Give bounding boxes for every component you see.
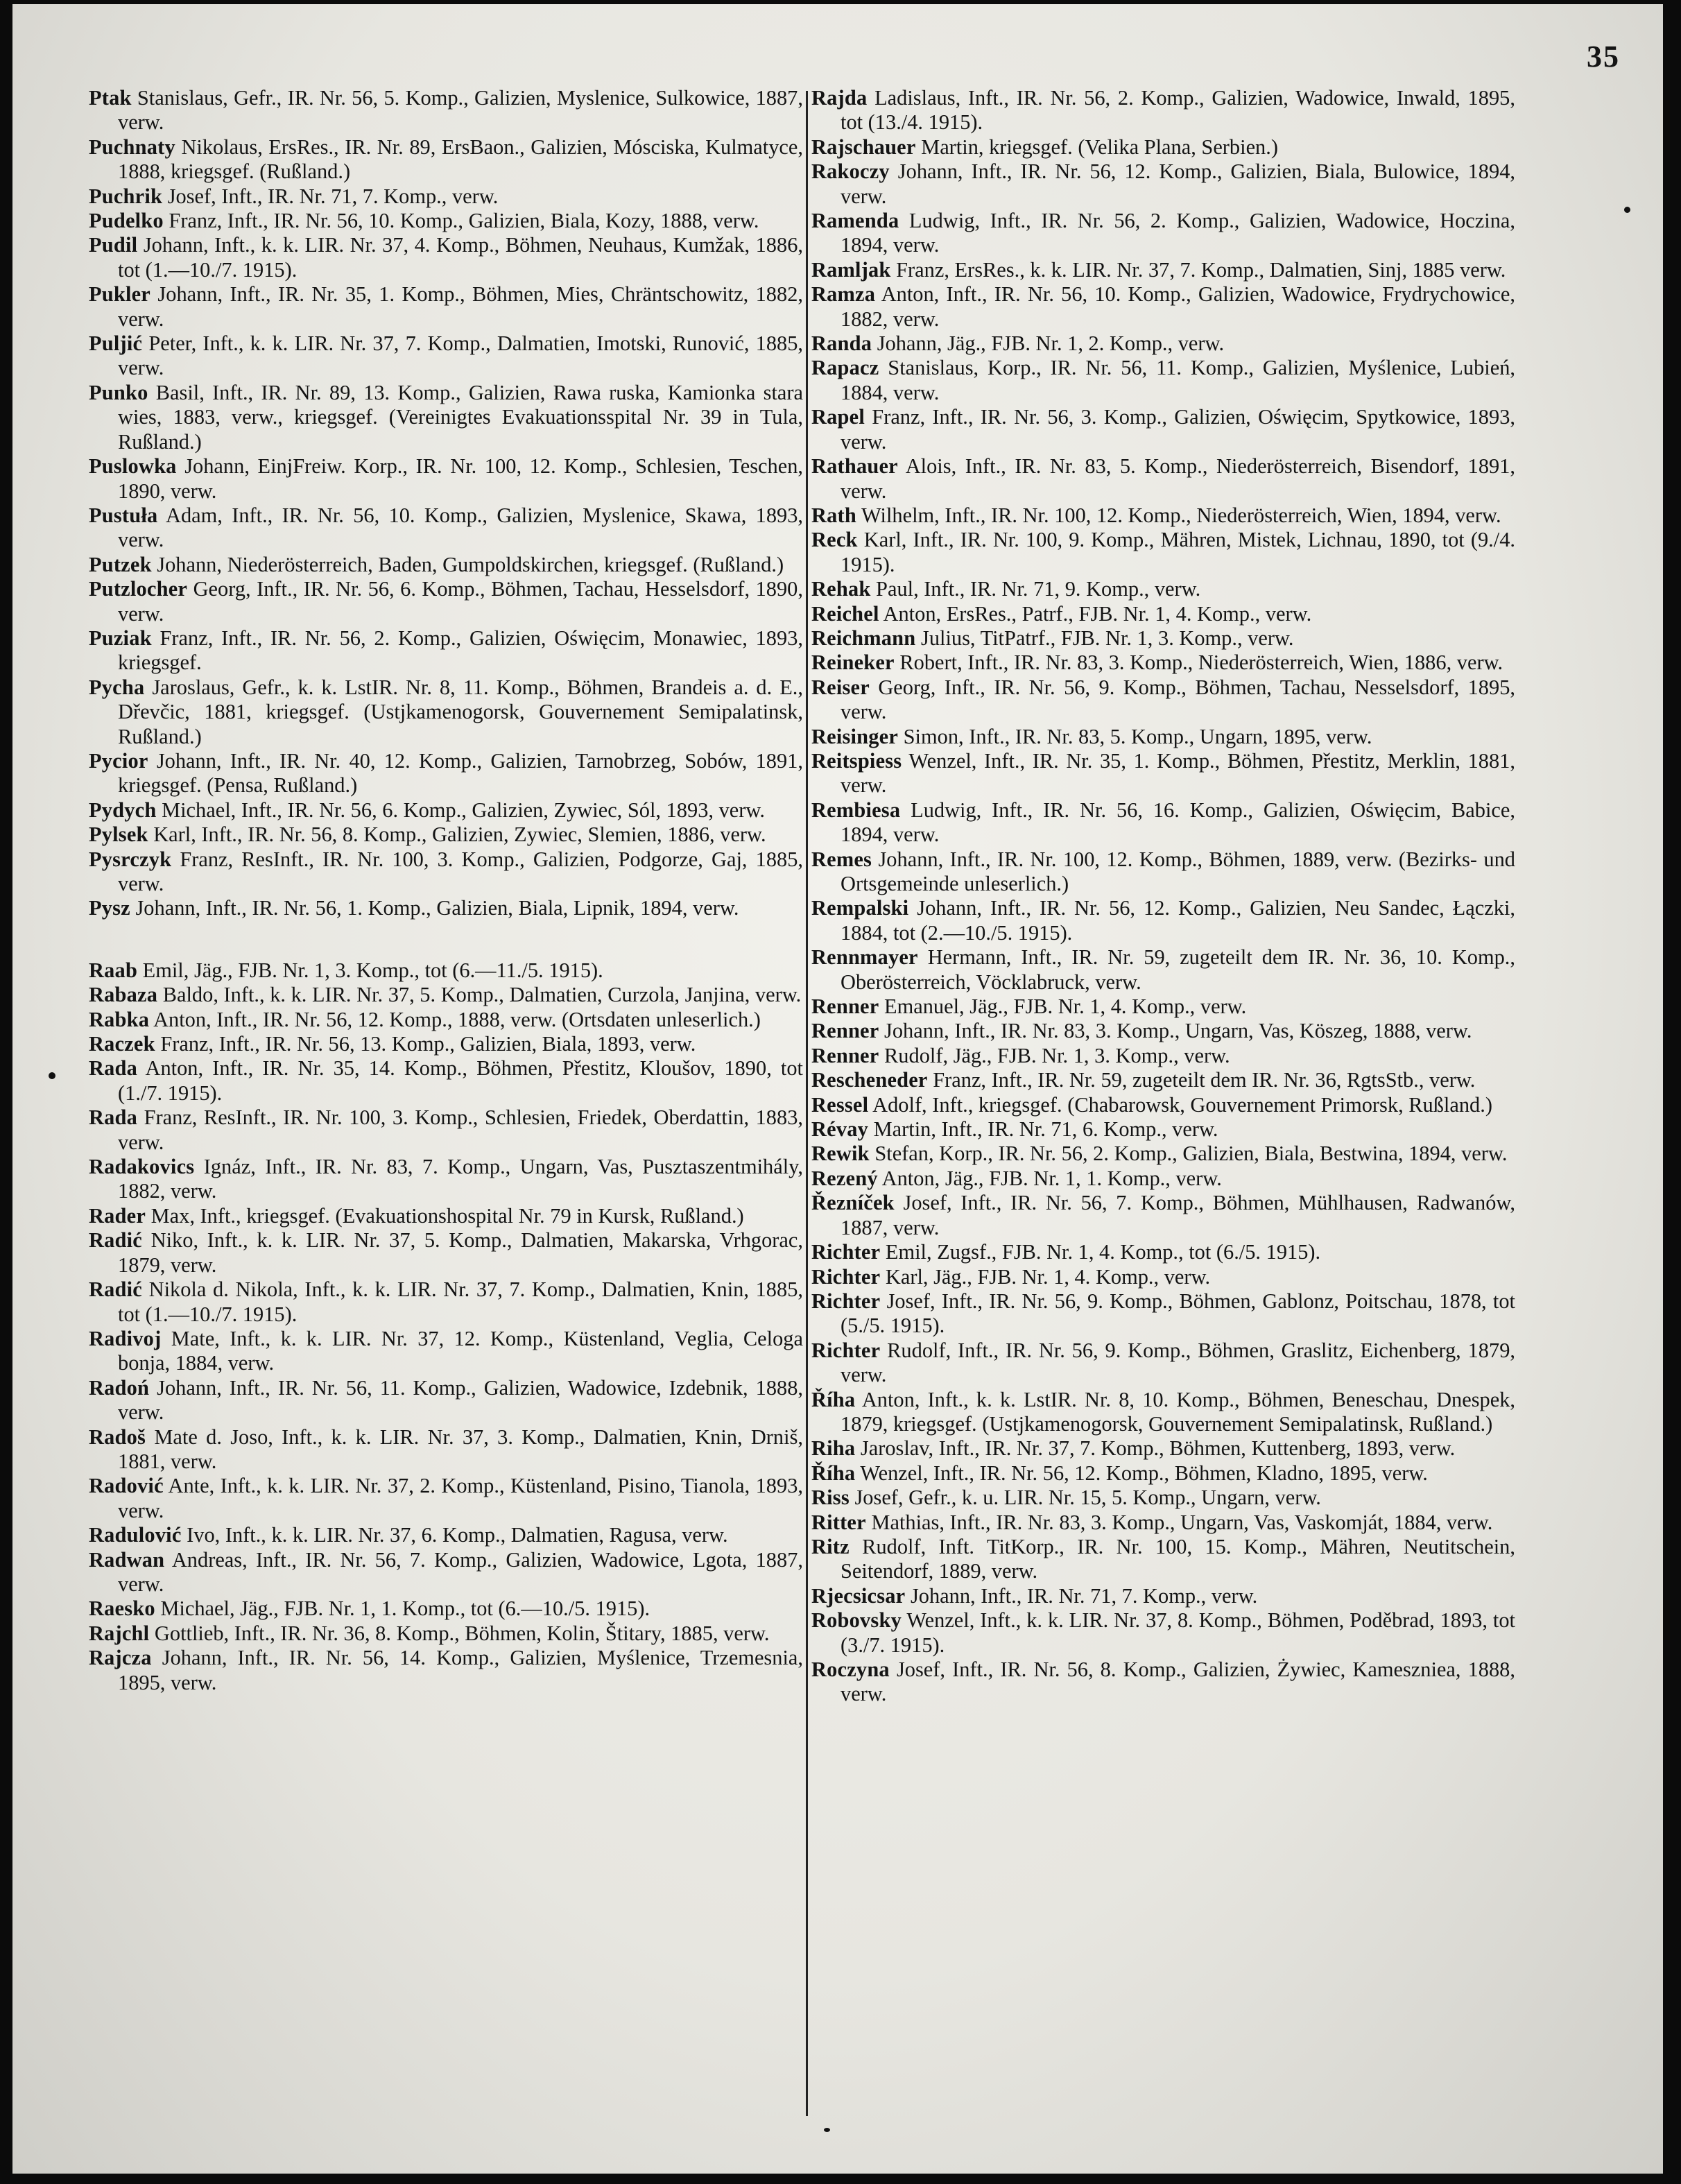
entry-details: Johann, Inft., IR. Nr. 56, 1. Komp., Galizien, Biala, Lipnik, 1894, verw.	[135, 896, 739, 920]
entry	[811, 1289, 1515, 1339]
entry-surname: Rajda	[811, 86, 868, 110]
entry	[811, 332, 1515, 356]
entry	[89, 896, 803, 920]
entry	[89, 381, 803, 454]
entry-surname: Révay	[811, 1117, 869, 1142]
entry-details: Johann, Inft., k. k. LIR. Nr. 37, 4. Komp., Böhmen, Neuhaus, Kumžak, 1886, tot (1.—10./7. 1915).	[118, 233, 803, 282]
entry-surname: Riss	[811, 1486, 850, 1510]
entry-surname: Rada	[89, 1056, 138, 1081]
entry	[811, 1461, 1515, 1486]
entry-surname: Rajcza	[89, 1646, 152, 1670]
entry	[811, 1093, 1515, 1117]
entry-surname: Pycior	[89, 748, 148, 773]
entry-surname: Raczek	[89, 1032, 155, 1056]
entry	[811, 749, 1515, 798]
entry-details: Alois, Inft., IR. Nr. 83, 5. Komp., Niederösterreich, Bisendorf, 1891, verw.	[840, 454, 1516, 503]
entry	[811, 577, 1515, 601]
entry	[811, 1436, 1515, 1461]
entry-details: Ante, Inft., k. k. LIR. Nr. 37, 2. Komp., Küstenland, Pisino, Tianola, 1893, verw.	[118, 1474, 803, 1522]
entry-details: Anton, Inft., k. k. LstIR. Nr. 8, 10. Komp., Böhmen, Beneschau, Dnespek, 1879, kriegsgef. (Ustjkamenogorsk, Gouvernement Semipalatinsk, Rußland.)	[840, 1387, 1516, 1436]
entry-details: Georg, Inft., IR. Nr. 56, 6. Komp., Böhmen, Tachau, Hesselsdorf, 1890, verw.	[118, 577, 803, 626]
entry-details: Josef, Inft., IR. Nr. 56, 9. Komp., Böhmen, Gablonz, Poitschau, 1878, tot (5./5. 1915).	[840, 1289, 1515, 1338]
right-column	[811, 86, 1515, 1707]
entry	[811, 1191, 1515, 1240]
entry-details: Ladislaus, Inft., IR. Nr. 56, 2. Komp., Galizien, Wadowice, Inwald, 1895, tot (13./4. 1915).	[840, 86, 1515, 135]
entry	[89, 1278, 803, 1327]
entry-details: Julius, TitPatrf., FJB. Nr. 1, 3. Komp., verw.	[921, 626, 1294, 650]
entry	[89, 1155, 803, 1204]
entry-surname: Ramza	[811, 282, 876, 307]
entry	[89, 958, 803, 983]
entry	[89, 1425, 803, 1474]
entry	[89, 983, 803, 1007]
entry-details: Emanuel, Jäg., FJB. Nr. 1, 4. Komp., verw.	[884, 995, 1247, 1019]
entry-details: Rudolf, Inft., IR. Nr. 56, 9. Komp., Böhmen, Graslitz, Eichenberg, 1879, verw.	[840, 1338, 1515, 1387]
entry	[811, 504, 1515, 528]
entry-surname: Pudil	[89, 233, 138, 257]
entry-details: Michael, Jäg., FJB. Nr. 1, 1. Komp., tot (6.—10./5. 1915).	[160, 1597, 650, 1621]
entry-surname: Reichmann	[811, 626, 916, 650]
entry	[89, 1008, 803, 1032]
entry-surname: Ptak	[89, 86, 132, 110]
entry-surname: Reisinger	[811, 724, 899, 748]
entry-surname: Rehak	[811, 577, 871, 601]
entry	[89, 848, 803, 897]
entry-details: Wenzel, Inft., IR. Nr. 35, 1. Komp., Böhmen, Přestitz, Merklin, 1881, verw.	[840, 748, 1515, 798]
left-column	[89, 86, 803, 1695]
entry-surname: Pysz	[89, 896, 130, 920]
entry	[811, 1044, 1515, 1068]
entry	[89, 553, 803, 577]
entry-details: Anton, Inft., IR. Nr. 56, 12. Komp., 1888, verw. (Ortsdaten unleserlich.)	[153, 1007, 761, 1031]
entry-surname: Ritter	[811, 1510, 866, 1534]
entry-details: Ignáz, Inft., IR. Nr. 83, 7. Komp., Ungarn, Vas, Pusztaszentmihály, 1882, verw.	[118, 1155, 803, 1203]
entry-details: Paul, Inft., IR. Nr. 71, 9. Komp., verw.	[876, 577, 1201, 601]
entry-surname: Puslowka	[89, 454, 177, 479]
entry-surname: Puchnaty	[89, 135, 175, 159]
entry	[811, 1019, 1515, 1043]
entry-surname: Radoš	[89, 1425, 146, 1449]
entry-surname: Radulović	[89, 1523, 182, 1547]
entry-details: Johann, Niederösterreich, Baden, Gumpoldskirchen, kriegsgef. (Rußland.)	[157, 552, 784, 576]
entry-details: Emil, Jäg., FJB. Nr. 1, 3. Komp., tot (6.—11./5. 1915).	[142, 958, 603, 982]
entry	[89, 798, 803, 823]
entry-details: Martin, kriegsgef. (Velika Plana, Serbien.)	[921, 135, 1278, 159]
entry	[811, 1486, 1515, 1510]
entry-details: Franz, ResInft., IR. Nr. 100, 3. Komp., Galizien, Podgorze, Gaj, 1885, verw.	[118, 847, 803, 895]
entry-surname: Reiser	[811, 675, 870, 699]
entry	[811, 896, 1515, 945]
entry-surname: Pycha	[89, 675, 145, 699]
entry-details: Ludwig, Inft., IR. Nr. 56, 16. Komp., Galizien, Oświęcim, Babice, 1894, verw.	[840, 798, 1515, 847]
entry-surname: Říha	[811, 1387, 856, 1411]
entry-details: Wilhelm, Inft., IR. Nr. 100, 12. Komp., Niederösterreich, Wien, 1894, verw.	[861, 503, 1501, 527]
entry	[89, 749, 803, 798]
entry-details: Josef, Inft., IR. Nr. 56, 7. Komp., Böhmen, Mühlhausen, Radwanów, 1887, verw.	[840, 1191, 1515, 1239]
entry	[89, 577, 803, 626]
entry-details: Stefan, Korp., IR. Nr. 56, 2. Komp., Galizien, Biala, Bestwina, 1894, verw.	[874, 1142, 1508, 1166]
entry-details: Mathias, Inft., IR. Nr. 83, 3. Komp., Ungarn, Vas, Vaskomját, 1884, verw.	[871, 1510, 1493, 1534]
entry-details: Johann, Inft., IR. Nr. 71, 7. Komp., verw.	[910, 1583, 1258, 1608]
entry	[811, 1142, 1515, 1166]
entry-surname: Richter	[811, 1338, 881, 1362]
entry-details: Georg, Inft., IR. Nr. 56, 9. Komp., Böhmen, Tachau, Nesselsdorf, 1895, verw.	[840, 675, 1515, 724]
entry-details: Michael, Inft., IR. Nr. 56, 6. Komp., Galizien, Zywiec, Sól, 1893, verw.	[162, 798, 765, 822]
entry	[89, 1106, 803, 1155]
entry	[89, 1204, 803, 1228]
entry-details: Rudolf, Jäg., FJB. Nr. 1, 3. Komp., verw.	[884, 1043, 1230, 1067]
entry-surname: Robovsky	[811, 1608, 902, 1633]
entry	[811, 1608, 1515, 1658]
entry-surname: Richter	[811, 1289, 881, 1313]
entry-surname: Pudelko	[89, 209, 164, 233]
entry-surname: Ramenda	[811, 209, 899, 233]
entry-details: Hermann, Inft., IR. Nr. 59, zugeteilt dem IR. Nr. 36, 10. Komp., Oberösterreich, Vöcklabruck, verw.	[840, 945, 1515, 994]
entry-surname: Radwan	[89, 1547, 165, 1572]
entry	[811, 1167, 1515, 1191]
entry-surname: Rabka	[89, 1007, 150, 1031]
entry-details: Karl, Inft., IR. Nr. 56, 8. Komp., Galizien, Zywiec, Slemien, 1886, verw.	[153, 823, 766, 847]
entry	[89, 1474, 803, 1523]
entry-details: Wenzel, Inft., k. k. LIR. Nr. 37, 8. Komp., Böhmen, Poděbrad, 1893, tot (3./7. 1915).	[840, 1608, 1515, 1657]
entry-details: Franz, ErsRes., k. k. LIR. Nr. 37, 7. Komp., Dalmatien, Sinj, 1885 verw.	[896, 257, 1506, 282]
entry	[89, 504, 803, 553]
entry-details: Franz, ResInft., IR. Nr. 100, 3. Komp., Schlesien, Friedek, Oberdattin, 1883, verw.	[118, 1106, 803, 1154]
entry-details: Ludwig, Inft., IR. Nr. 56, 2. Komp., Galizien, Wadowice, Hoczina, 1894, verw.	[840, 209, 1515, 257]
entry-surname: Pukler	[89, 282, 150, 307]
entry	[89, 1228, 803, 1278]
entry	[89, 626, 803, 676]
entry-details: Ivo, Inft., k. k. LIR. Nr. 37, 6. Komp., Dalmatien, Ragusa, verw.	[187, 1523, 728, 1547]
entry	[811, 282, 1515, 332]
entry-details: Simon, Inft., IR. Nr. 83, 5. Komp., Ungarn, 1895, verw.	[903, 724, 1372, 748]
entry	[89, 1548, 803, 1597]
entry	[811, 651, 1515, 675]
entry-surname: Renner	[811, 1019, 879, 1043]
entry-surname: Reichel	[811, 601, 879, 626]
entry	[89, 1376, 803, 1425]
entry-details: Johann, Inft., IR. Nr. 56, 11. Komp., Galizien, Wadowice, Izdebnik, 1888, verw.	[118, 1375, 804, 1425]
entry	[811, 405, 1515, 454]
entry-details: Basil, Inft., IR. Nr. 89, 13. Komp., Galizien, Rawa ruska, Kamionka stara wies, 1883, verw., kriegsgef. (Vereinigtes Evakuationsspital Nr. 39 in Tula, Rußland.)	[118, 380, 803, 454]
entry	[89, 1646, 803, 1695]
entry-details: Peter, Inft., k. k. LIR. Nr. 37, 7. Komp., Dalmatien, Imotski, Runović, 1885, verw.	[118, 332, 804, 380]
entry-surname: Ritz	[811, 1534, 850, 1558]
ink-spot	[1624, 207, 1630, 213]
entry-details: Anton, ErsRes., Patrf., FJB. Nr. 1, 4. Komp., verw.	[883, 601, 1312, 626]
entry-details: Emil, Zugsf., FJB. Nr. 1, 4. Komp., tot (6./5. 1915).	[885, 1240, 1321, 1264]
entry	[89, 332, 803, 381]
entry-surname: Řezníček	[811, 1191, 895, 1215]
entry-surname: Pysrczyk	[89, 847, 172, 871]
ink-spot	[824, 2128, 830, 2132]
entry	[89, 454, 803, 504]
entry	[811, 945, 1515, 995]
entry-surname: Rapacz	[811, 356, 879, 380]
entry-surname: Ressel	[811, 1092, 869, 1117]
entry	[811, 725, 1515, 749]
entry-details: Karl, Inft., IR. Nr. 100, 9. Komp., Mähren, Mistek, Lichnau, 1890, tot (9./4. 1915).	[840, 528, 1516, 576]
entry-surname: Říha	[811, 1461, 856, 1485]
entry-details: Johann, Inft., IR. Nr. 35, 1. Komp., Böhmen, Mies, Chräntschowitz, 1882, verw.	[118, 282, 803, 331]
entry-details: Adam, Inft., IR. Nr. 56, 10. Komp., Galizien, Myslenice, Skawa, 1893, verw.	[118, 503, 804, 552]
entry-details: Baldo, Inft., k. k. LIR. Nr. 37, 5. Komp., Dalmatien, Curzola, Janjina, verw.	[162, 983, 802, 1007]
entry-surname: Ramljak	[811, 257, 891, 282]
entry-details: Johann, Jäg., FJB. Nr. 1, 2. Komp., verw.	[877, 332, 1225, 356]
entry-details: Franz, Inft., IR. Nr. 56, 10. Komp., Galizien, Biala, Kozy, 1888, verw.	[169, 209, 759, 233]
entry	[89, 1597, 803, 1621]
entry-details: Anton, Jäg., FJB. Nr. 1, 1. Komp., verw.	[881, 1166, 1222, 1190]
entry	[89, 676, 803, 749]
entry	[89, 233, 803, 282]
entry-details: Johann, Inft., IR. Nr. 56, 12. Komp., Galizien, Biala, Bulowice, 1894, verw.	[840, 160, 1515, 208]
entry	[811, 1068, 1515, 1092]
entry	[89, 1622, 803, 1646]
entry	[811, 995, 1515, 1019]
entry-surname: Rader	[89, 1203, 146, 1228]
entry-surname: Radivoj	[89, 1326, 162, 1350]
entry-details: Gottlieb, Inft., IR. Nr. 36, 8. Komp., Böhmen, Kolin, Štitary, 1885, verw.	[154, 1621, 770, 1645]
entry-details: Nikolaus, ErsRes., IR. Nr. 89, ErsBaon., Galizien, Mósciska, Kulmatyce, 1888, kriegsgef. (Rußland.)	[118, 135, 803, 184]
entry-surname: Rezený	[811, 1166, 878, 1190]
entry-surname: Rada	[89, 1106, 138, 1130]
entry-details: Adolf, Inft., kriegsgef. (Chabarowsk, Gouvernement Primorsk, Rußland.)	[872, 1092, 1492, 1117]
entry-details: Johann, Inft., IR. Nr. 83, 3. Komp., Ungarn, Vas, Köszeg, 1888, verw.	[884, 1019, 1472, 1043]
entry	[811, 1535, 1515, 1584]
entry-surname: Pustuła	[89, 503, 158, 527]
entry-details: Andreas, Inft., IR. Nr. 56, 7. Komp., Galizien, Wadowice, Lgota, 1887, verw.	[118, 1547, 803, 1596]
entry-details: Franz, Inft., IR. Nr. 56, 3. Komp., Galizien, Oświęcim, Spytkowice, 1893, verw.	[840, 405, 1515, 454]
entry	[811, 1658, 1515, 1707]
entry-details: Robert, Inft., IR. Nr. 83, 3. Komp., Niederösterreich, Wien, 1886, verw.	[899, 651, 1503, 675]
entry	[811, 626, 1515, 651]
entry-surname: Rewik	[811, 1142, 870, 1166]
entry	[811, 160, 1515, 209]
entry-surname: Radić	[89, 1278, 142, 1302]
entry	[811, 258, 1515, 282]
entry-details: Johann, Inft., IR. Nr. 100, 12. Komp., Böhmen, 1889, verw. (Bezirks- und Ortsgemeinde unleserlich.)	[840, 847, 1515, 895]
entry-details: Johann, Inft., IR. Nr. 40, 12. Komp., Galizien, Tarnobrzeg, Sobów, 1891, kriegsgef. (Pensa, Rußland.)	[118, 748, 803, 798]
ink-spot	[49, 1072, 55, 1079]
entry-surname: Punko	[89, 380, 148, 404]
entry-details: Rudolf, Inft. TitKorp., IR. Nr. 100, 15. Komp., Mähren, Neutitschein, Seitendorf, 1889, verw.	[840, 1534, 1515, 1583]
entry-details: Franz, Inft., IR. Nr. 56, 2. Komp., Galizien, Oświęcim, Monawiec, 1893, kriegsgef.	[118, 626, 803, 675]
entry	[811, 356, 1515, 405]
entry-surname: Richter	[811, 1264, 881, 1289]
entry-surname: Renner	[811, 995, 879, 1019]
entry	[89, 184, 803, 209]
entry	[811, 602, 1515, 626]
entry	[811, 86, 1515, 135]
page-number: 35	[1587, 40, 1620, 74]
entry-details: Franz, Inft., IR. Nr. 56, 13. Komp., Galizien, Biala, 1893, verw.	[160, 1032, 696, 1056]
entry-details: Josef, Inft., IR. Nr. 71, 7. Komp., verw.	[167, 184, 499, 208]
entry-surname: Rjecsicsar	[811, 1583, 906, 1608]
document-page	[12, 4, 1663, 2174]
entry	[811, 848, 1515, 897]
entry	[89, 1327, 803, 1376]
entry	[89, 135, 803, 184]
entry-details: Anton, Inft., IR. Nr. 56, 10. Komp., Galizien, Wadowice, Frydrychowice, 1882, verw.	[840, 282, 1515, 331]
entry	[811, 1584, 1515, 1608]
entry	[811, 528, 1515, 577]
entry-surname: Radoń	[89, 1375, 150, 1400]
entry-surname: Rath	[811, 503, 856, 527]
entry-surname: Putzlocher	[89, 577, 188, 601]
entry-details: Mate d. Joso, Inft., k. k. LIR. Nr. 37, 3. Komp., Dalmatien, Knin, Drniš, 1881, verw.	[118, 1425, 803, 1473]
entry-details: Martin, Inft., IR. Nr. 71, 6. Komp., verw.	[873, 1117, 1218, 1142]
entry-details: Johann, Inft., IR. Nr. 56, 12. Komp., Galizien, Neu Sandec, Łączki, 1884, tot (2.—10./5. 1915).	[840, 896, 1515, 945]
entry	[89, 1056, 803, 1106]
entry	[811, 1240, 1515, 1264]
entry-surname: Pylsek	[89, 823, 148, 847]
entry-details: Niko, Inft., k. k. LIR. Nr. 37, 5. Komp., Dalmatien, Makarska, Vrhgorac, 1879, verw.	[118, 1228, 803, 1277]
entry	[811, 676, 1515, 725]
entry	[89, 86, 803, 135]
entry-details: Wenzel, Inft., IR. Nr. 56, 12. Komp., Böhmen, Kladno, 1895, verw.	[860, 1461, 1428, 1485]
entry	[89, 282, 803, 332]
entry-surname: Raab	[89, 958, 138, 982]
entry-surname: Reineker	[811, 651, 895, 675]
entry-surname: Rajchl	[89, 1621, 150, 1645]
section-gap	[89, 921, 803, 958]
entry	[89, 209, 803, 233]
entry-surname: Reck	[811, 528, 858, 552]
entry-details: Johann, Inft., IR. Nr. 56, 14. Komp., Galizien, Myślenice, Trzemesnia, 1895, verw.	[118, 1646, 803, 1694]
entry-details: Johann, EinjFreiw. Korp., IR. Nr. 100, 12. Komp., Schlesien, Teschen, 1890, verw.	[118, 454, 803, 503]
entry-surname: Raesko	[89, 1597, 155, 1621]
entry-surname: Puljić	[89, 332, 143, 356]
entry-surname: Puziak	[89, 626, 152, 650]
entry-surname: Pydych	[89, 798, 157, 822]
entry	[811, 135, 1515, 160]
entry-details: Jaroslaus, Gefr., k. k. LstIR. Nr. 8, 11. Komp., Böhmen, Brandeis a. d. E., Dřevčic, 1881, kriegsgef. (Ustjkamenogorsk, Gouvernement Semipalatinsk, Rußland.)	[118, 675, 803, 748]
entry-surname: Rabaza	[89, 983, 158, 1007]
entry-details: Franz, Inft., IR. Nr. 59, zugeteilt dem IR. Nr. 36, RgtsStb., verw.	[933, 1068, 1476, 1092]
entry-details: Stanislaus, Gefr., IR. Nr. 56, 5. Komp., Galizien, Myslenice, Sulkowice, 1887, verw.	[118, 86, 803, 135]
entry	[89, 1523, 803, 1547]
entry-surname: Roczyna	[811, 1658, 890, 1681]
entry-surname: Richter	[811, 1240, 881, 1264]
entry	[811, 454, 1515, 504]
entry-surname: Rennmayer	[811, 945, 918, 970]
entry-surname: Renner	[811, 1043, 879, 1067]
entry	[811, 1265, 1515, 1289]
entry-surname: Rembiesa	[811, 798, 901, 822]
entry-surname: Puchrik	[89, 184, 163, 208]
entry	[811, 1388, 1515, 1437]
column-divider	[806, 91, 808, 2116]
entry-surname: Rajschauer	[811, 135, 916, 159]
entry-details: Josef, Inft., IR. Nr. 56, 8. Komp., Galizien, Żywiec, Kameszniea, 1888, verw.	[840, 1658, 1515, 1706]
entry-surname: Reitspiess	[811, 748, 902, 773]
entry-details: Jaroslav, Inft., IR. Nr. 37, 7. Komp., Böhmen, Kuttenberg, 1893, verw.	[860, 1436, 1456, 1461]
entry-surname: Rathauer	[811, 454, 898, 479]
entry-surname: Rempalski	[811, 896, 909, 920]
entry-surname: Rescheneder	[811, 1068, 928, 1092]
entry-details: Nikola d. Nikola, Inft., k. k. LIR. Nr. 37, 7. Komp., Dalmatien, Knin, 1885, tot (1.—10./7. 1915).	[118, 1278, 803, 1326]
entry-details: Max, Inft., kriegsgef. (Evakuationshospital Nr. 79 in Kursk, Rußland.)	[150, 1203, 744, 1228]
entry-surname: Riha	[811, 1436, 856, 1461]
entry	[811, 798, 1515, 848]
entry-surname: Rapel	[811, 405, 865, 429]
entry	[811, 1511, 1515, 1535]
entry-details: Mate, Inft., k. k. LIR. Nr. 37, 12. Komp., Küstenland, Veglia, Celoga bonja, 1884, verw.	[118, 1326, 803, 1375]
entry-details: Anton, Inft., IR. Nr. 35, 14. Komp., Böhmen, Přestitz, Kloušov, 1890, tot (1./7. 1915).	[118, 1056, 803, 1105]
entry	[89, 1032, 803, 1056]
entry-details: Karl, Jäg., FJB. Nr. 1, 4. Komp., verw.	[885, 1264, 1211, 1289]
entry	[811, 1117, 1515, 1142]
entry-details: Stanislaus, Korp., IR. Nr. 56, 11. Komp., Galizien, Myślenice, Lubień, 1884, verw.	[840, 356, 1515, 404]
entry	[89, 823, 803, 847]
entry-surname: Radović	[89, 1474, 164, 1498]
entry-surname: Putzek	[89, 552, 152, 576]
entry-surname: Radić	[89, 1228, 142, 1253]
entry	[811, 1339, 1515, 1388]
entry-details: Josef, Gefr., k. u. LIR. Nr. 15, 5. Komp., Ungarn, verw.	[854, 1486, 1321, 1510]
entry-surname: Rakoczy	[811, 160, 890, 184]
entry-surname: Radakovics	[89, 1155, 195, 1179]
entry-surname: Randa	[811, 332, 872, 356]
entry	[811, 209, 1515, 258]
entry-surname: Remes	[811, 847, 872, 871]
